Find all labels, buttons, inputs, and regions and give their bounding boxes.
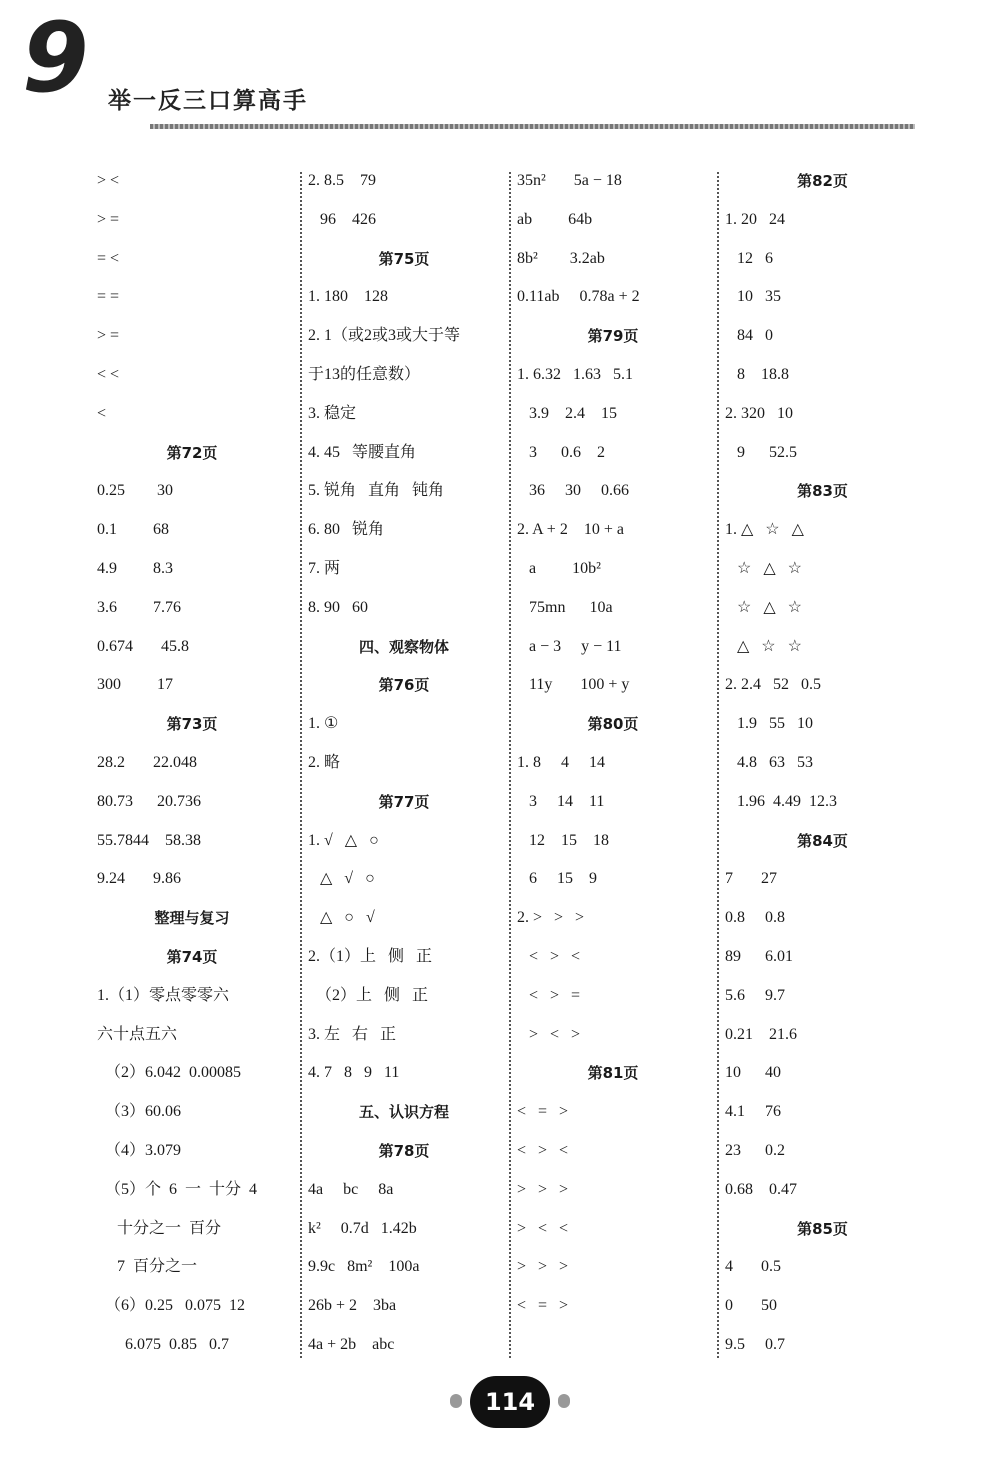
column-divider xyxy=(300,172,302,1358)
section-heading: 整理与复习 xyxy=(154,909,230,928)
answer-row: 35n² 5a − 18 xyxy=(517,172,622,189)
answer-row: < > < xyxy=(517,1141,569,1159)
answer-row: 28.2 22.048 xyxy=(97,753,197,771)
answer-row: 3.6 7.76 xyxy=(97,598,181,616)
answer-row: 2. 2.4 52 0.5 xyxy=(725,676,821,694)
answer-row: 4.8 63 53 xyxy=(725,753,813,771)
section-heading: 第85页 xyxy=(797,1219,848,1238)
answer-row: 4a + 2b abc xyxy=(308,1335,395,1353)
answer-row: 3 14 11 xyxy=(517,792,605,810)
answer-row: 3.9 2.4 15 xyxy=(517,404,617,422)
answer-row: 3. 稳定 xyxy=(308,404,357,422)
answer-row: 55.7844 58.38 xyxy=(97,831,201,849)
answer-row: 0.25 30 xyxy=(97,482,173,500)
answer-row: 3 0.6 2 xyxy=(517,443,605,461)
answer-row: 于13的任意数） xyxy=(308,365,421,383)
section-heading: 第80页 xyxy=(587,715,639,734)
answer-row: > = xyxy=(97,210,120,228)
answer-row: 5.6 9.7 xyxy=(725,986,785,1004)
answer-row: 2. 1（或2或3或大于等 xyxy=(308,327,461,345)
answer-row: 2. 8.5 79 xyxy=(308,172,376,189)
answer-row: △ ○ √ xyxy=(308,909,375,927)
answer-row: 23 0.2 xyxy=(725,1141,785,1159)
section-heading: 第82页 xyxy=(797,172,848,190)
answer-row: 96 426 xyxy=(308,210,376,228)
section-heading: 第77页 xyxy=(378,792,430,811)
answer-row: 12 15 18 xyxy=(517,831,609,849)
answer-row: 7. 两 xyxy=(308,559,341,577)
answer-row: 89 6.01 xyxy=(725,947,793,965)
answer-row: > > > xyxy=(517,1258,569,1276)
answer-row: 2.（1）上 侧 正 xyxy=(308,947,433,965)
answer-row: 80.73 20.736 xyxy=(97,792,201,810)
column-divider xyxy=(717,172,719,1358)
answer-row: 8 18.8 xyxy=(725,365,789,383)
answer-row: 0.68 0.47 xyxy=(725,1180,797,1198)
answer-row: 1.（1）零点零零六 xyxy=(97,986,230,1004)
answer-row: 2. 略 xyxy=(308,753,341,771)
column-divider xyxy=(509,172,511,1358)
answer-row: 4a bc 8a xyxy=(308,1180,394,1198)
section-heading: 四、观察物体 xyxy=(358,637,449,656)
answer-row: = = xyxy=(97,288,120,306)
answer-row: 六十点五六 xyxy=(97,1025,178,1043)
page-number-ornament-right xyxy=(558,1394,570,1408)
answer-row: 1. √ △ ○ xyxy=(308,831,379,849)
answer-row: < < xyxy=(97,365,120,383)
answer-row: △ ☆ ☆ xyxy=(725,637,802,655)
answer-row: 1. △ ☆ △ xyxy=(725,521,804,539)
answer-row: 4.1 76 xyxy=(725,1103,781,1121)
answer-row: 1. ① xyxy=(308,715,339,733)
answer-row: a − 3 y − 11 xyxy=(517,637,622,655)
section-heading: 第75页 xyxy=(378,249,430,268)
answer-row: 1. 20 24 xyxy=(725,210,785,228)
answer-row: 4. 7 8 9 11 xyxy=(308,1064,400,1082)
answer-row: 0.1 68 xyxy=(97,521,169,539)
page-number: 114 xyxy=(470,1376,550,1428)
answer-row: 7 百分之一 xyxy=(97,1258,198,1276)
answer-column-4 xyxy=(725,162,920,1358)
answer-row: > > > xyxy=(517,1180,569,1198)
answer-row: > < > xyxy=(517,1025,581,1043)
section-heading: 第81页 xyxy=(587,1064,639,1083)
answer-row: 26b + 2 3ba xyxy=(308,1297,397,1315)
answer-column-3 xyxy=(517,162,709,1358)
answer-row: 8. 90 60 xyxy=(308,598,368,616)
answer-row: 36 30 0.66 xyxy=(517,482,629,500)
answer-row: < = > xyxy=(517,1103,569,1121)
answer-row: 9.24 9.86 xyxy=(97,870,181,888)
answer-row: 4.9 8.3 xyxy=(97,559,173,577)
answer-row: 1. 6.32 1.63 5.1 xyxy=(517,365,633,383)
answer-row: ☆ △ ☆ xyxy=(725,559,802,577)
section-heading: 第73页 xyxy=(166,715,218,734)
answer-row: （4）3.079 xyxy=(97,1141,182,1159)
section-heading: 第76页 xyxy=(378,676,430,695)
answer-row: 6 15 9 xyxy=(517,870,597,888)
answer-row: > = xyxy=(97,327,120,345)
section-heading: 五、认识方程 xyxy=(358,1103,449,1122)
page-number-ornament-left xyxy=(450,1394,462,1408)
answer-row: 0.674 45.8 xyxy=(97,637,189,655)
section-heading: 第72页 xyxy=(166,443,218,462)
answer-row: < > < xyxy=(517,947,581,965)
answer-row: a 10b² xyxy=(517,559,601,577)
answer-row: 3. 左 右 正 xyxy=(308,1025,397,1043)
answer-row: 9.9c 8m² 100a xyxy=(308,1258,420,1276)
answer-row: （2）6.042 0.00085 xyxy=(97,1064,242,1082)
section-heading: 第84页 xyxy=(797,831,848,850)
answer-row: 1.9 55 10 xyxy=(725,715,813,733)
answer-row: 12 6 xyxy=(725,249,773,267)
answer-row: （5）个 6 一 十分 4 xyxy=(97,1180,258,1198)
answer-row: < xyxy=(97,404,107,422)
answer-row: 2. > > > xyxy=(517,909,585,927)
answer-row: 7 27 xyxy=(725,870,777,888)
answer-row: 9.5 0.7 xyxy=(725,1335,785,1353)
answer-row: 9 52.5 xyxy=(725,443,797,461)
answer-row: 84 0 xyxy=(725,327,773,345)
section-heading: 第79页 xyxy=(587,327,639,346)
answer-row: 4 0.5 xyxy=(725,1258,781,1276)
answer-row: 10 40 xyxy=(725,1064,781,1082)
answer-row: 4. 45 等腰直角 xyxy=(308,443,417,461)
answer-row: 0 50 xyxy=(725,1297,777,1315)
chapter-number: 9 xyxy=(22,2,89,114)
answer-column-1 xyxy=(97,162,287,1358)
answer-row: （2）上 侧 正 xyxy=(308,986,429,1004)
answer-row: 8b² 3.2ab xyxy=(517,249,605,267)
answer-row: 6. 80 锐角 xyxy=(308,521,385,539)
answer-row: 11y 100 + y xyxy=(517,676,630,694)
answer-row: 5. 锐角 直角 钝角 xyxy=(308,482,445,500)
answer-row: △ √ ○ xyxy=(308,870,375,888)
answer-row: 75mn 10a xyxy=(517,598,613,616)
answer-row: 0.8 0.8 xyxy=(725,909,785,927)
answer-row: < > = xyxy=(517,986,581,1004)
header-divider xyxy=(150,124,915,129)
answer-row: 2. 320 10 xyxy=(725,404,793,422)
answer-row: 十分之一 百分 xyxy=(97,1219,222,1237)
book-title: 举一反三口算高手 xyxy=(108,88,308,114)
answer-row: 1.96 4.49 12.3 xyxy=(725,792,837,810)
answer-row: 0.11ab 0.78a + 2 xyxy=(517,288,640,306)
answer-row: > < xyxy=(97,172,120,189)
section-heading: 第74页 xyxy=(166,947,218,966)
answer-row: 6.075 0.85 0.7 xyxy=(97,1335,229,1353)
answer-row: （3）60.06 xyxy=(97,1103,182,1121)
answer-row: （6）0.25 0.075 12 xyxy=(97,1297,246,1315)
answer-column-2 xyxy=(308,162,500,1358)
answer-row: 2. A + 2 10 + a xyxy=(517,521,624,539)
answer-row: 1. 8 4 14 xyxy=(517,753,605,771)
answer-row: 0.21 21.6 xyxy=(725,1025,797,1043)
answer-row: k² 0.7d 1.42b xyxy=(308,1219,417,1237)
answer-row: > < < xyxy=(517,1219,569,1237)
answer-row: < = > xyxy=(517,1297,569,1315)
answer-row: 10 35 xyxy=(725,288,781,306)
answer-row: 1. 180 128 xyxy=(308,288,388,306)
answer-row: = < xyxy=(97,249,120,267)
answer-row: ☆ △ ☆ xyxy=(725,598,802,616)
section-heading: 第78页 xyxy=(378,1141,430,1160)
answer-row: ab 64b xyxy=(517,210,593,228)
answer-row: 300 17 xyxy=(97,676,173,694)
section-heading: 第83页 xyxy=(797,482,848,501)
